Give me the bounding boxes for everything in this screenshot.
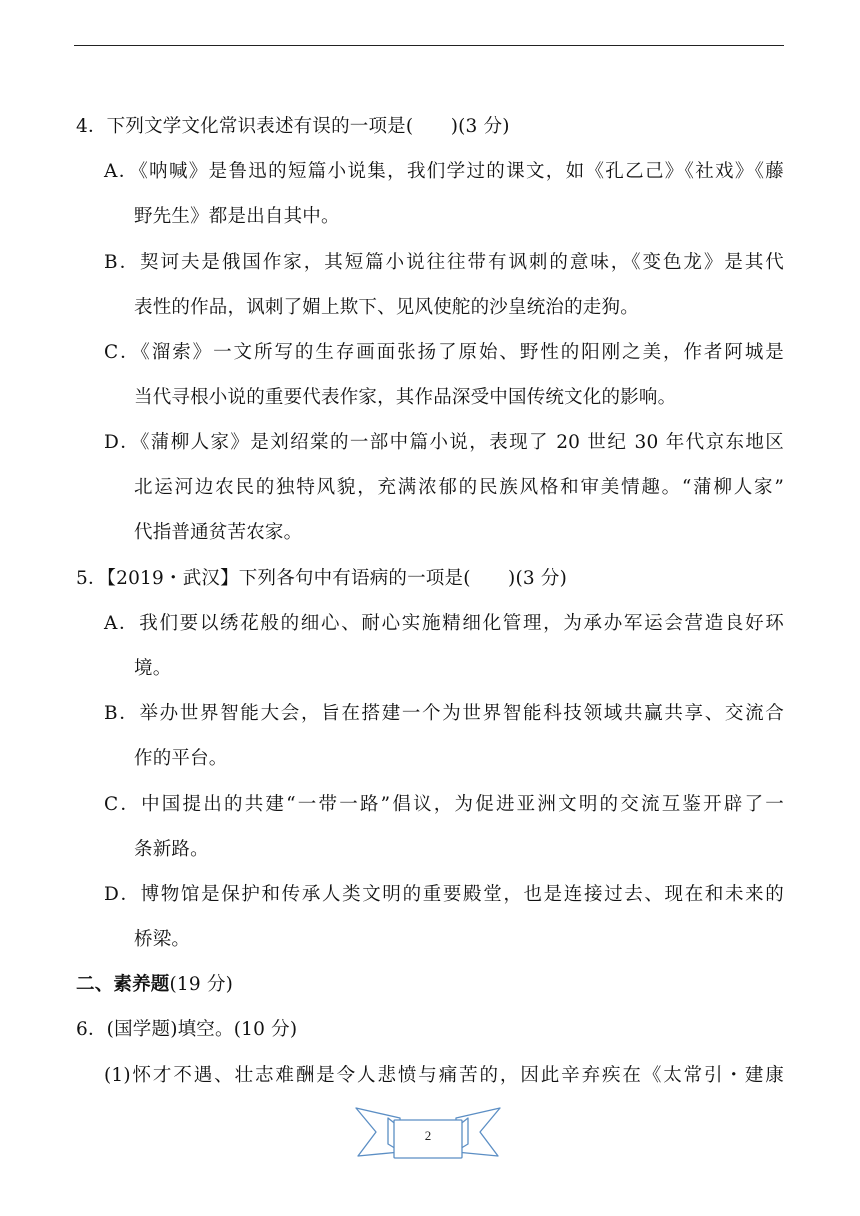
q4-stem: 4．下列文学文化常识表述有误的一项是( )(3 分) bbox=[76, 116, 510, 137]
q5-option-c-line1: C．中国提出的共建“一带一路”倡议，为促进亚洲文明的交流互鉴开辟了一 bbox=[104, 794, 784, 815]
q6-part1-line1: (1)怀才不遇、壮志难酬是令人悲愤与痛苦的，因此辛弃疾在《太常引・建康 bbox=[104, 1065, 784, 1086]
q5-option-c-line2: 条新路。 bbox=[134, 839, 209, 860]
q5-option-a-line2: 境。 bbox=[134, 658, 172, 679]
section-heading-score: (19 分) bbox=[169, 974, 234, 995]
q4-option-b-line2: 表性的作品，讽刺了媚上欺下、见风使舵的沙皇统治的走狗。 bbox=[134, 297, 639, 318]
q4-option-d-line3: 代指普通贫苦农家。 bbox=[134, 522, 303, 543]
header-rule bbox=[74, 45, 784, 46]
q4-option-a-line1: A．《呐喊》是鲁迅的短篇小说集，我们学过的课文，如《孔乙己》《社戏》《藤 bbox=[104, 161, 784, 182]
q5-option-d-line1: D．博物馆是保护和传承人类文明的重要殿堂，也是连接过去、现在和未来的 bbox=[104, 884, 784, 905]
section-heading bbox=[76, 973, 233, 997]
q5-option-a-line1: A．我们要以绣花般的细心、耐心实施精细化管理，为承办军运会营造良好环 bbox=[104, 613, 784, 634]
q4-option-d-line1: D．《蒲柳人家》是刘绍棠的一部中篇小说，表现了 20 世纪 30 年代京东地区 bbox=[104, 432, 784, 453]
q5-option-b-line1: B．举办世界智能大会，旨在搭建一个为世界智能科技领域共赢共享、交流合 bbox=[104, 703, 784, 724]
q4-option-d-line2: 北运河边农民的独特风貌，充满浓郁的民族风格和审美情趣。“蒲柳人家” bbox=[134, 477, 784, 498]
q5-option-b-line2: 作的平台。 bbox=[134, 748, 228, 769]
q4-option-b-line1: B．契诃夫是俄国作家，其短篇小说往往带有讽刺的意味，《变色龙》是其代 bbox=[104, 252, 784, 273]
q6-stem: 6．(国学题)填空。(10 分) bbox=[76, 1019, 298, 1040]
q4-option-a-line2: 野先生》都是出自其中。 bbox=[134, 206, 340, 227]
q5-stem: 5．【2019・武汉】下列各句中有语病的一项是( )(3 分) bbox=[76, 568, 568, 589]
q5-option-d-line2: 桥梁。 bbox=[134, 929, 191, 950]
q4-option-c-line1: C．《溜索》一文所写的生存画面张扬了原始、野性的阳刚之美，作者阿城是 bbox=[104, 342, 784, 363]
section-heading-title: 二、素养题 bbox=[76, 974, 170, 995]
page-number: 2 bbox=[424, 1128, 432, 1143]
q4-option-c-line2: 当代寻根小说的重要代表作家，其作品深受中国传统文化的影响。 bbox=[134, 387, 677, 408]
